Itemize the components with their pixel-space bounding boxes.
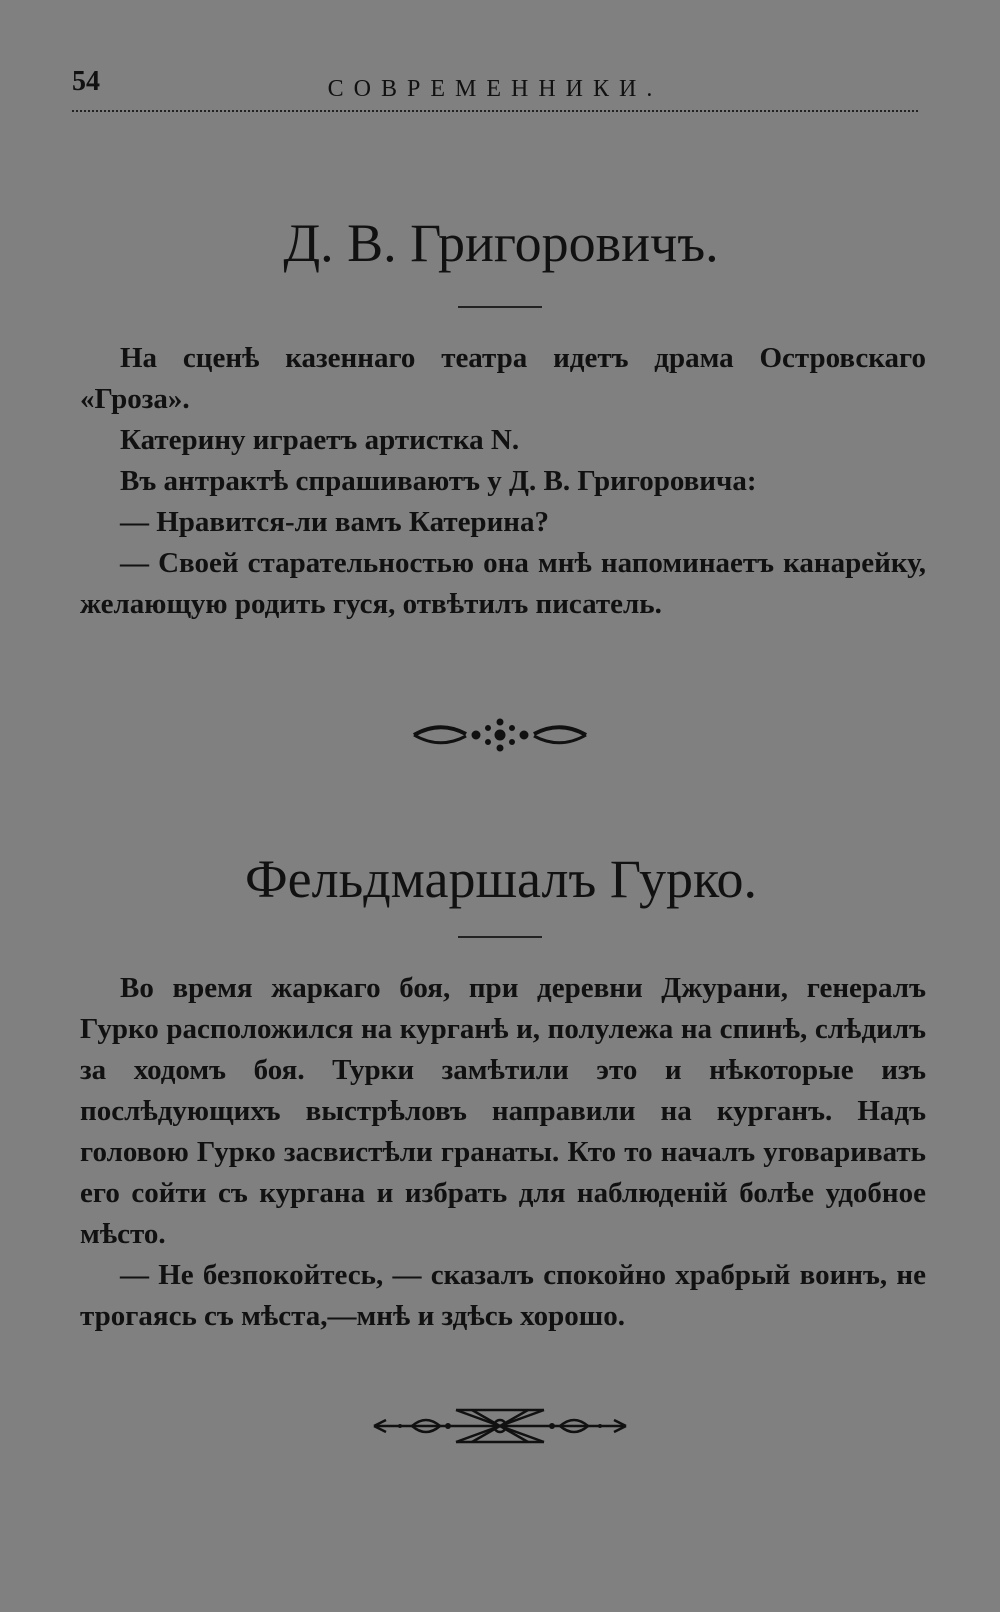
running-title: СОВРЕМЕННИКИ. bbox=[327, 76, 663, 102]
paragraph: На сценѣ казеннаго театра идетъ драма Островскаго «Гроза». bbox=[80, 342, 926, 415]
floral-ornament bbox=[410, 712, 590, 758]
section-title-gurko: Фельдмаршалъ Гурко. bbox=[245, 849, 757, 909]
paragraph: — Своей старательностью она мнѣ напоминаетъ канарейку, желающую родить гуся, отвѣтилъ писатель. bbox=[80, 547, 926, 620]
section-title-grigorovich: Д. В. Григоровичъ. bbox=[283, 213, 719, 273]
page-header bbox=[72, 62, 918, 114]
page-number: 54 bbox=[72, 66, 100, 97]
paragraph: — Нравится-ли вамъ Катерина? bbox=[120, 506, 549, 538]
paragraph: Во время жаркаго боя, при деревни Джурани, генералъ Гурко расположился на курганѣ и, полулежа на спинѣ, слѣдилъ за ходомъ боя. Турки замѣтили это и нѣкоторые изъ послѣдующихъ выстрѣловъ направили на курганъ. Надъ головою Гурко засвистѣли гранаты. Кто то началъ уговаривать его сойти съ кургана и избрать для наблюденій болѣе удобное мѣсто. bbox=[80, 972, 926, 1250]
paragraph: Катерину играетъ артистка N. bbox=[120, 424, 520, 456]
paragraph: Въ антрактѣ спрашиваютъ у Д. В. Григоровича: bbox=[120, 465, 757, 497]
header-rule bbox=[72, 110, 918, 112]
paragraph: — Не безпокойтесь, — сказалъ спокойно храбрый воинъ, не трогаясь съ мѣста,—мнѣ и здѣсь хорошо. bbox=[80, 1259, 926, 1332]
tailpiece-ornament bbox=[372, 1402, 628, 1450]
title-rule bbox=[458, 306, 542, 308]
title-rule bbox=[458, 936, 542, 938]
